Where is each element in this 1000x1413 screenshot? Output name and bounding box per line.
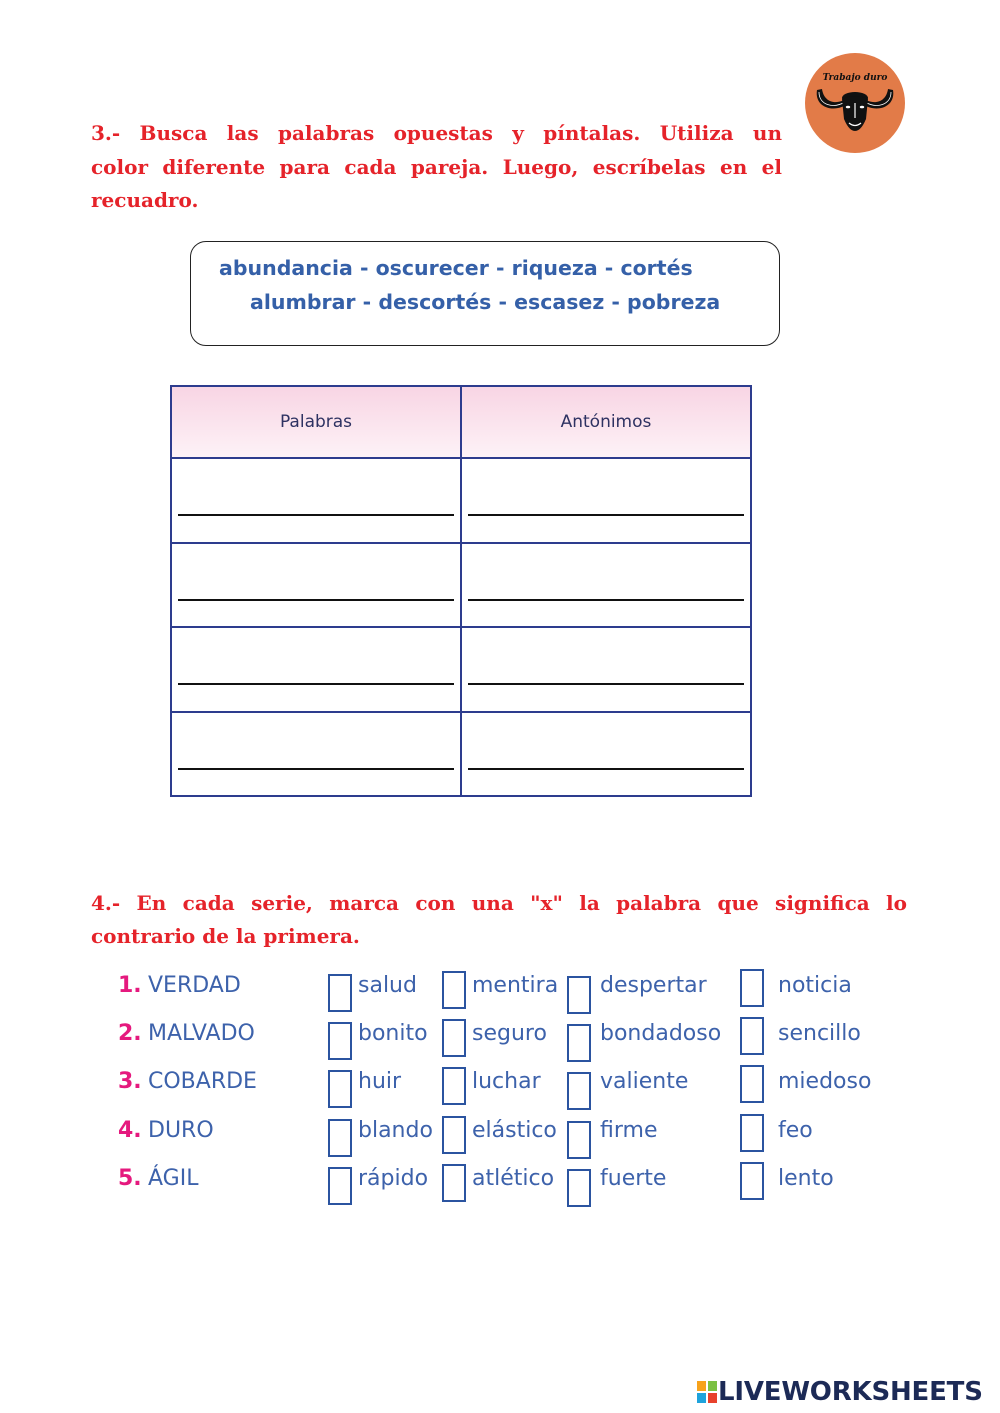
- option-label: bonito: [358, 1021, 428, 1046]
- option-label: fuerte: [600, 1166, 667, 1191]
- option-checkbox[interactable]: [328, 1022, 352, 1060]
- option-label: lento: [778, 1166, 834, 1191]
- option-label: mentira: [472, 973, 559, 998]
- series-row: [0, 1014, 1000, 1054]
- option-label: atlético: [472, 1166, 555, 1191]
- option-checkbox[interactable]: [567, 1072, 591, 1110]
- option-checkbox[interactable]: [740, 1162, 764, 1200]
- antonyms-table: [170, 385, 752, 797]
- option-checkbox[interactable]: [328, 974, 352, 1012]
- answer-input-word[interactable]: [178, 487, 454, 516]
- option-label: firme: [600, 1118, 658, 1143]
- instruction-line: contrario de la primera.: [91, 924, 360, 948]
- word-bank-line: alumbrar - descortés - escasez - pobreza: [250, 290, 721, 314]
- option-label: bondadoso: [600, 1021, 722, 1046]
- exercise-4-instruction: [91, 887, 907, 953]
- option-label: valiente: [600, 1069, 689, 1094]
- liveworksheets-logo[interactable]: [697, 1377, 997, 1407]
- option-label: luchar: [472, 1069, 541, 1094]
- option-label: miedoso: [778, 1069, 872, 1094]
- tile: [708, 1381, 717, 1391]
- option-checkbox[interactable]: [567, 1169, 591, 1207]
- answer-input-antonym[interactable]: [468, 572, 744, 601]
- option-checkbox[interactable]: [328, 1070, 352, 1108]
- liveworksheets-tiles-icon: [697, 1381, 717, 1403]
- instruction-line: 3.- Busca las palabras opuestas y píntalas. Utiliza un: [91, 121, 782, 145]
- exercise-3-instruction: [91, 117, 782, 218]
- answer-cell: [171, 712, 461, 796]
- answer-cell: [461, 543, 751, 627]
- table-header-palabras: Palabras: [171, 386, 461, 458]
- tile: [708, 1393, 717, 1403]
- answer-input-word[interactable]: [178, 741, 454, 770]
- answer-input-antonym[interactable]: [468, 487, 744, 516]
- answer-cell: [171, 627, 461, 712]
- option-label: blando: [358, 1118, 433, 1143]
- answer-input-word[interactable]: [178, 656, 454, 685]
- answer-input-antonym[interactable]: [468, 656, 744, 685]
- series-word: VERDAD: [148, 973, 241, 998]
- table-row: [171, 458, 751, 543]
- series-word: DURO: [148, 1118, 214, 1143]
- series-row: [0, 966, 1000, 1006]
- series-word: ÁGIL: [148, 1166, 199, 1191]
- instruction-line: 4.- En cada serie, marca con una "x" la palabra que significa lo: [91, 891, 907, 915]
- series-row: [0, 1111, 1000, 1151]
- option-checkbox[interactable]: [567, 1024, 591, 1062]
- series-number: 5.: [118, 1166, 142, 1191]
- option-label: elástico: [472, 1118, 557, 1143]
- option-checkbox[interactable]: [740, 1114, 764, 1152]
- series-row: [0, 1159, 1000, 1199]
- option-checkbox[interactable]: [442, 1116, 466, 1154]
- option-checkbox[interactable]: [328, 1119, 352, 1157]
- answer-cell: [461, 627, 751, 712]
- answer-input-antonym[interactable]: [468, 741, 744, 770]
- option-label: seguro: [472, 1021, 547, 1046]
- series-number: 3.: [118, 1069, 142, 1094]
- tile: [697, 1381, 706, 1391]
- option-checkbox[interactable]: [442, 971, 466, 1009]
- option-checkbox[interactable]: [442, 1067, 466, 1105]
- logo-caption: Trabajo duro: [822, 73, 888, 83]
- table-header-row: [171, 386, 751, 458]
- table-row: [171, 712, 751, 796]
- option-checkbox[interactable]: [567, 976, 591, 1014]
- answer-cell: [461, 458, 751, 543]
- option-checkbox[interactable]: [567, 1121, 591, 1159]
- table-row: [171, 543, 751, 627]
- option-checkbox[interactable]: [740, 969, 764, 1007]
- table-header-antonimos: Antónimos: [461, 386, 751, 458]
- option-label: feo: [778, 1118, 813, 1143]
- option-label: rápido: [358, 1166, 429, 1191]
- option-checkbox[interactable]: [740, 1065, 764, 1103]
- option-checkbox[interactable]: [442, 1019, 466, 1057]
- option-label: despertar: [600, 973, 707, 998]
- trabajo-duro-logo: [805, 53, 905, 153]
- option-checkbox[interactable]: [328, 1167, 352, 1205]
- option-label: sencillo: [778, 1021, 861, 1046]
- brand-name: LIVEWORKSHEETS: [718, 1377, 983, 1407]
- series-number: 4.: [118, 1118, 142, 1143]
- series-word: COBARDE: [148, 1069, 257, 1094]
- option-label: huir: [358, 1069, 402, 1094]
- option-label: salud: [358, 973, 417, 998]
- option-checkbox[interactable]: [740, 1017, 764, 1055]
- option-checkbox[interactable]: [442, 1164, 466, 1202]
- word-bank-box: [190, 241, 780, 346]
- instruction-line: recuadro.: [91, 188, 199, 212]
- answer-cell: [171, 458, 461, 543]
- answer-cell: [461, 712, 751, 796]
- answer-input-word[interactable]: [178, 572, 454, 601]
- word-bank-line: abundancia - oscurecer - riqueza - cortés: [219, 256, 693, 280]
- series-number: 1.: [118, 973, 142, 998]
- series-row: [0, 1062, 1000, 1102]
- answer-cell: [171, 543, 461, 627]
- series-number: 2.: [118, 1021, 142, 1046]
- option-label: noticia: [778, 973, 852, 998]
- tile: [697, 1393, 706, 1403]
- table-row: [171, 627, 751, 712]
- series-word: MALVADO: [148, 1021, 255, 1046]
- instruction-line: color diferente para cada pareja. Luego, escríbelas en el: [91, 154, 782, 179]
